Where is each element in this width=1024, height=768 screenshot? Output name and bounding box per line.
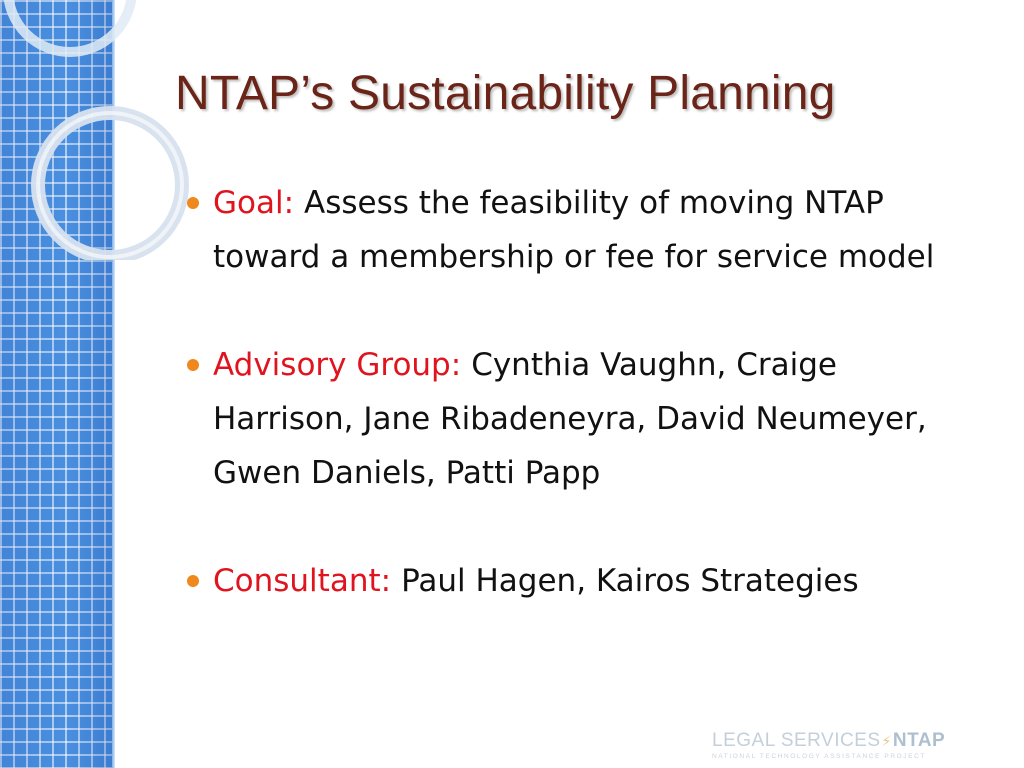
bullet-dot-icon: [187, 359, 199, 371]
decorative-rings-icon: [0, 0, 200, 260]
bullet-dot-icon: [187, 197, 199, 209]
bullet-consultant: [183, 554, 983, 608]
bullet-label: Advisory Group:: [213, 347, 462, 383]
logo-brand-text: NTAP: [892, 730, 946, 751]
bullet-text: Paul Hagen, Kairos Strategies: [401, 563, 859, 599]
bullet-label: Goal:: [213, 185, 295, 221]
bolt-icon: ⚡: [881, 733, 892, 749]
bullet-text: Assess the feasibility of moving NTAP toward a membership or fee for service model: [213, 185, 935, 275]
slide-title: NTAP’s Sustainability Planning: [175, 67, 836, 120]
bullet-label: Consultant:: [213, 563, 392, 599]
bullet-dot-icon: [187, 575, 199, 587]
bullet-text: Cynthia Vaughn, Craige Harrison, Jane Ribadeneyra, David Neumeyer, Gwen Daniels, Patti Papp: [213, 347, 927, 491]
logo-main-text: LEGAL SERVICES: [712, 730, 881, 751]
footer-logo: [712, 730, 962, 764]
bullet-list: [183, 176, 983, 608]
logo-wordmark: [712, 730, 962, 752]
logo-subtitle: NATIONAL TECHNOLOGY ASSISTANCE PROJECT: [712, 753, 926, 760]
bullet-advisory-group: [183, 338, 983, 500]
bullet-goal: [183, 176, 983, 284]
